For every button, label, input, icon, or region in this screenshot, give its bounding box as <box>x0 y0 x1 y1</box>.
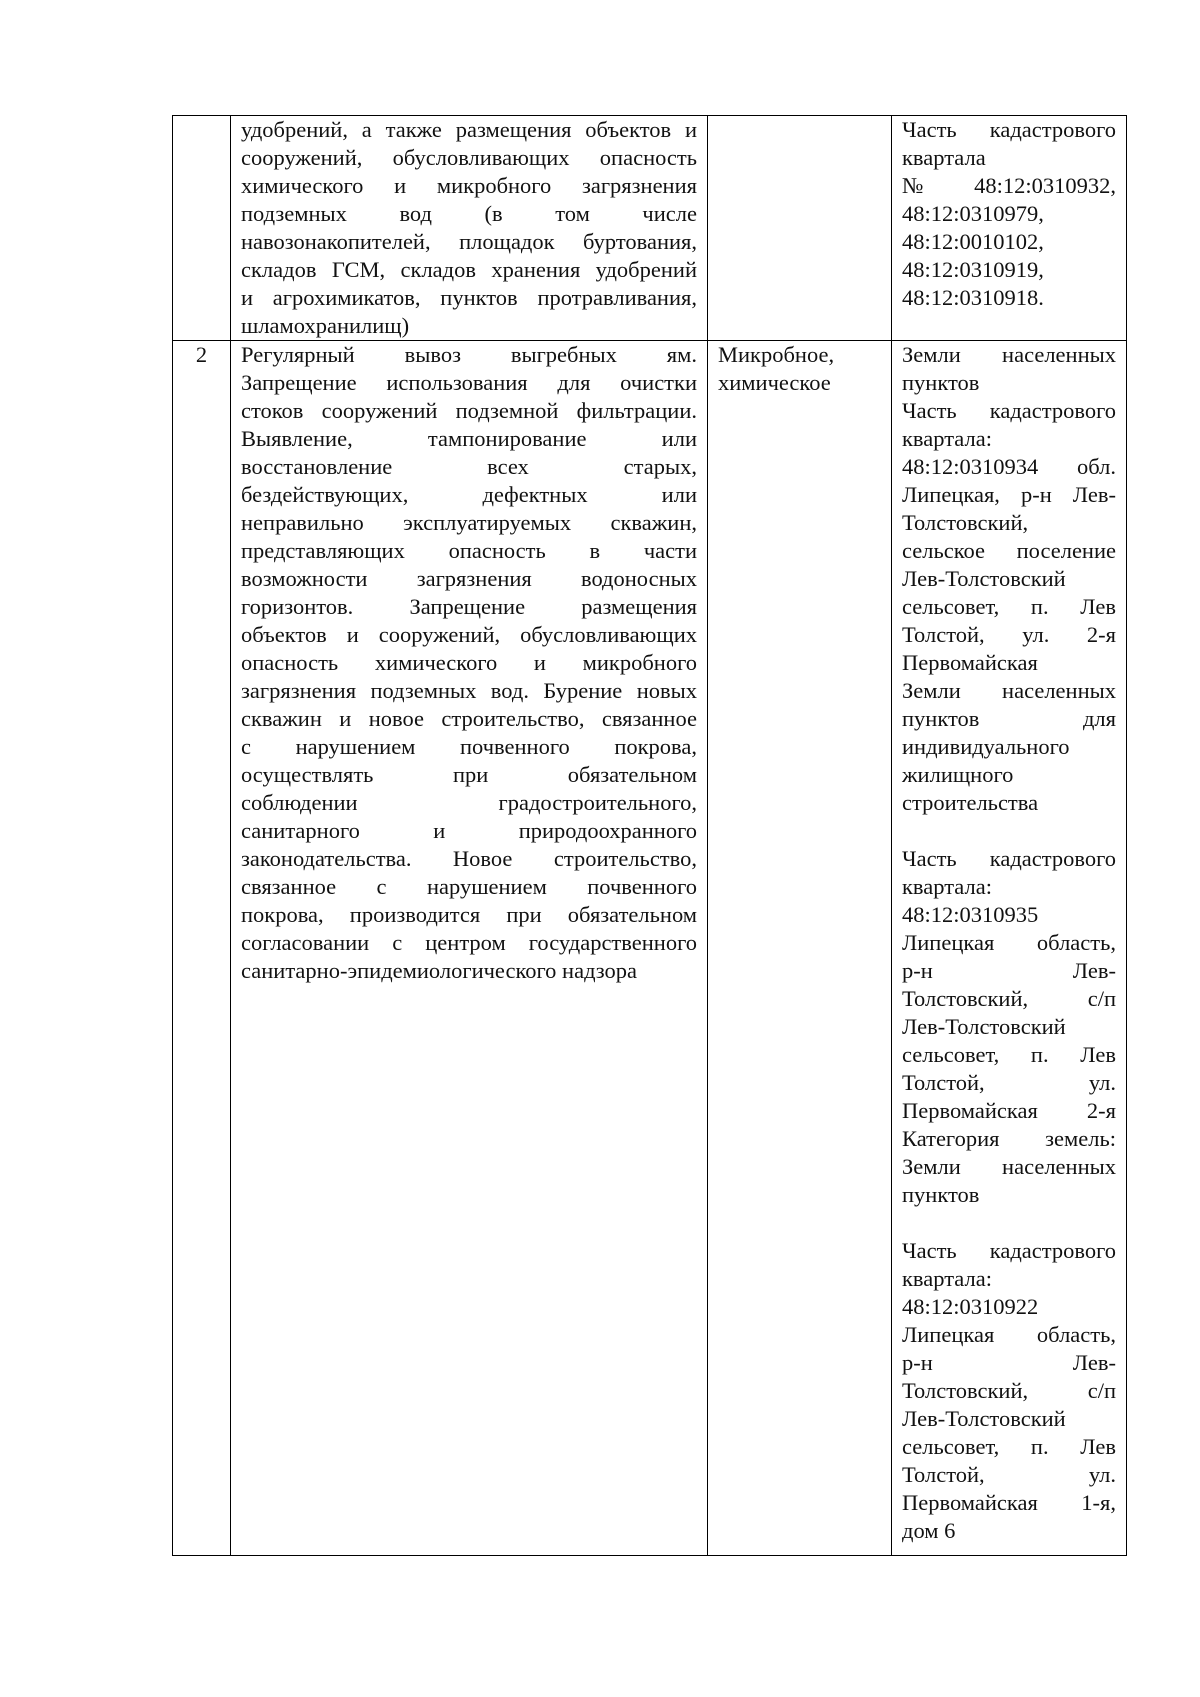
location-cell <box>892 116 1127 341</box>
text-line: дом 6 <box>902 1518 956 1543</box>
text-line: Категория земель: <box>902 1126 1116 1151</box>
text-line: шламохранилищ) <box>241 313 410 338</box>
text-line: р-н Лев- <box>902 1350 1116 1375</box>
text-line: Липецкая область, <box>902 1322 1116 1347</box>
text-line: сооружений, обусловливающих опасность <box>241 145 697 170</box>
text-line: санитарно-эпидемиологического надзора <box>241 958 638 983</box>
text-line: Толстой, ул. <box>902 1462 1116 1487</box>
text-line: жилищного <box>902 762 1014 787</box>
pollution-type-cell <box>708 341 892 1556</box>
text-line: покрова, производится при обязательном <box>241 902 697 927</box>
text-line: 48:12:0310918. <box>902 285 1044 310</box>
text-line: строительства <box>902 790 1039 815</box>
text-line: 48:12:0010102, <box>902 229 1044 254</box>
text-line: санитарного и природоохранного <box>241 818 697 843</box>
measures-cell <box>231 116 708 341</box>
row-number: 2 <box>195 342 208 367</box>
text-line: опасность химического и микробного <box>241 650 697 675</box>
location-cell <box>892 341 1127 1556</box>
text-line: Первомайская 2-я <box>902 1098 1116 1123</box>
text-line: сельсовет, п. Лев <box>902 594 1116 619</box>
text-line: подземных вод (в том числе <box>241 201 697 226</box>
text-line: Липецкая, р-н Лев- <box>902 482 1116 507</box>
text-line: сельское поселение <box>902 538 1116 563</box>
text-line: 48:12:0310934 обл. <box>902 454 1116 479</box>
text-line: Толстовский, с/п <box>902 1378 1116 1403</box>
text-line: сельсовет, п. Лев <box>902 1434 1116 1459</box>
text-line: Толстой, ул. 2-я <box>902 622 1116 647</box>
text-line: Первомайская 1-я, <box>902 1490 1116 1515</box>
text-line: Часть кадастрового <box>902 846 1116 871</box>
text-line: 48:12:0310935 <box>902 902 1039 927</box>
row-number-cell <box>173 116 231 341</box>
text-line: загрязнения подземных вод. Бурение новых <box>241 678 697 703</box>
text-line: согласовании с центром государственного <box>241 930 697 955</box>
text-line: индивидуального <box>902 734 1070 759</box>
text-line: неправильно эксплуатируемых скважин, <box>241 510 697 535</box>
text-line: Запрещение использования для очистки <box>241 370 697 395</box>
text-line: квартала: <box>902 426 992 451</box>
table-row <box>173 341 1127 1556</box>
text-line: удобрений, а также размещения объектов и <box>241 117 697 142</box>
text-line: Выявление, тампонирование или <box>241 426 697 451</box>
text-line: квартала: <box>902 874 992 899</box>
text-line: квартала <box>902 145 986 170</box>
text-line: № 48:12:0310932, <box>902 173 1116 198</box>
text-line: связанное с нарушением почвенного <box>241 874 697 899</box>
text-line: Первомайская <box>902 650 1038 675</box>
text-line: Толстовский, с/п <box>902 986 1116 1011</box>
measures-cell <box>231 341 708 1556</box>
text-line: Земли населенных <box>902 342 1116 367</box>
row-number-cell <box>173 341 231 1556</box>
text-line <box>902 1209 1116 1237</box>
protection-measures-table <box>172 115 1127 1556</box>
text-line: представляющих опасность в части <box>241 538 697 563</box>
text-line: Земли населенных <box>902 1154 1116 1179</box>
text-line: квартала: <box>902 1266 992 1291</box>
text-line: Микробное, <box>718 342 835 367</box>
text-line: 48:12:0310979, <box>902 201 1044 226</box>
text-line: Липецкая область, <box>902 930 1116 955</box>
text-line: объектов и сооружений, обусловливающих <box>241 622 697 647</box>
pollution-type-cell <box>708 116 892 341</box>
text-line <box>902 817 1116 845</box>
text-line: Регулярный вывоз выгребных ям. <box>241 342 697 367</box>
text-line: с нарушением почвенного покрова, <box>241 734 697 759</box>
text-line: навозонакопителей, площадок буртования, <box>241 229 697 254</box>
text-line: осуществлять при обязательном <box>241 762 697 787</box>
text-line: Лев-Толстовский <box>902 566 1066 591</box>
text-line: законодательства. Новое строительство, <box>241 846 697 871</box>
text-line: Часть кадастрового <box>902 398 1116 423</box>
text-line: пунктов <box>902 370 980 395</box>
text-line: р-н Лев- <box>902 958 1116 983</box>
text-line: соблюдении градостроительного, <box>241 790 697 815</box>
table-row <box>173 116 1127 341</box>
text-line: 48:12:0310919, <box>902 257 1044 282</box>
text-line: восстановление всех старых, <box>241 454 697 479</box>
text-line: и агрохимикатов, пунктов протравливания, <box>241 285 697 310</box>
text-line: Толстовский, <box>902 510 1029 535</box>
text-line: Лев-Толстовский <box>902 1014 1066 1039</box>
text-line: сельсовет, п. Лев <box>902 1042 1116 1067</box>
text-line: горизонтов. Запрещение размещения <box>241 594 697 619</box>
text-line: химическое <box>718 370 831 395</box>
text-line: 48:12:0310922 <box>902 1294 1039 1319</box>
text-line: Толстой, ул. <box>902 1070 1116 1095</box>
text-line: бездействующих, дефектных или <box>241 482 697 507</box>
text-line: складов ГСМ, складов хранения удобрений <box>241 257 697 282</box>
text-line: пунктов для <box>902 706 1116 731</box>
text-line: скважин и новое строительство, связанное <box>241 706 697 731</box>
text-line: Земли населенных <box>902 678 1116 703</box>
text-line: Лев-Толстовский <box>902 1406 1066 1431</box>
text-line: стоков сооружений подземной фильтрации. <box>241 398 697 423</box>
text-line: возможности загрязнения водоносных <box>241 566 697 591</box>
text-line: химического и микробного загрязнения <box>241 173 697 198</box>
text-line: Часть кадастрового <box>902 1238 1116 1263</box>
text-line: пунктов <box>902 1182 980 1207</box>
text-line: Часть кадастрового <box>902 117 1116 142</box>
